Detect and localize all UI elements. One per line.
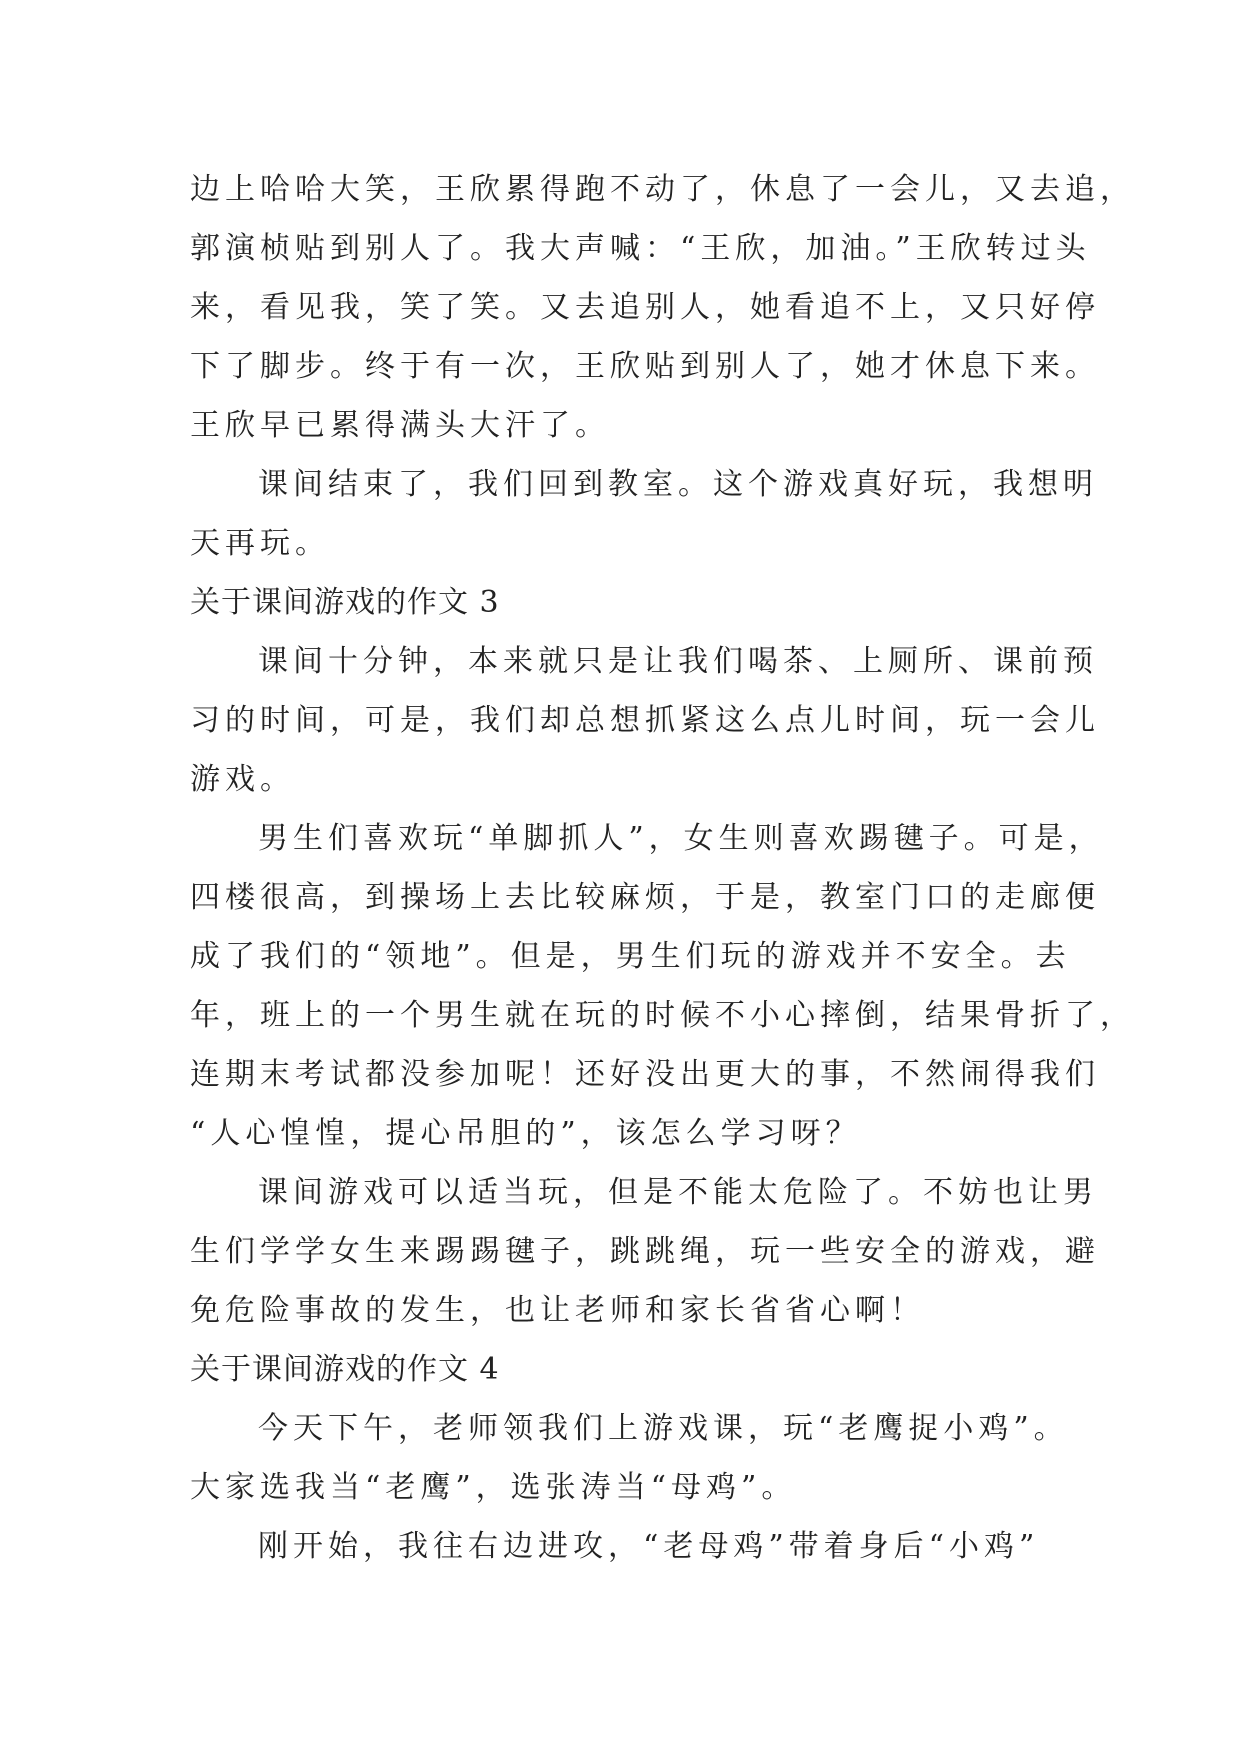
text-line: 今天下午，老师领我们上游戏课，玩“老鹰捉小鸡”。 <box>258 1411 1069 1446</box>
text-line: 成了我们的“领地”。但是，男生们玩的游戏并不安全。去 <box>190 939 1071 974</box>
text-line: 课间结束了，我们回到教室。这个游戏真好玩，我想明 <box>258 467 1098 502</box>
document-body <box>190 160 1135 1576</box>
text-line: 大家选我当“老鹰”，选张涛当“母鸡”。 <box>190 1470 797 1505</box>
text-line: 郭演桢贴到别人了。我大声喊：“王欣，加油。”王欣转过头 <box>190 231 1091 266</box>
text-line: 刚开始，我往右边进攻，“老母鸡”带着身后“小鸡” <box>258 1529 1040 1564</box>
text-line: 四楼很高，到操场上去比较麻烦，于是，教室门口的走廊便 <box>190 880 1100 915</box>
text-line: 习的时间，可是，我们却总想抓紧这么点儿时间，玩一会儿 <box>190 703 1100 738</box>
text-line: 生们学学女生来踢踢毽子，跳跳绳，玩一些安全的游戏，避 <box>190 1234 1100 1269</box>
text-line: 连期末考试都没参加呢！还好没出更大的事，不然闹得我们 <box>190 1057 1100 1092</box>
text-line: 课间游戏可以适当玩，但是不能太危险了。不妨也让男 <box>258 1175 1098 1210</box>
text-line: 免危险事故的发生，也让老师和家长省省心啊！ <box>190 1293 925 1328</box>
text-line: 下了脚步。终于有一次，王欣贴到别人了，她才休息下来。 <box>190 349 1100 384</box>
text-line: 年，班上的一个男生就在玩的时候不小心摔倒，结果骨折了， <box>190 998 1135 1033</box>
text-line: 来，看见我，笑了笑。又去追别人，她看追不上，又只好停 <box>190 290 1100 325</box>
text-line: 边上哈哈大笑，王欣累得跑不动了，休息了一会儿，又去追， <box>190 172 1135 207</box>
section-heading: 关于课间游戏的作文 4 <box>190 1352 500 1387</box>
text-line: 天再玩。 <box>190 526 330 561</box>
text-line: 课间十分钟，本来就只是让我们喝茶、上厕所、课前预 <box>258 644 1098 679</box>
text-line: 王欣早已累得满头大汗了。 <box>190 408 610 443</box>
text-line: 男生们喜欢玩“单脚抓人”，女生则喜欢踢毽子。可是， <box>258 821 1104 856</box>
section-heading: 关于课间游戏的作文 3 <box>190 585 500 620</box>
text-line: 游戏。 <box>190 762 295 797</box>
text-line: “人心惶惶，提心吊胆的”，该怎么学习呀？ <box>190 1116 861 1151</box>
